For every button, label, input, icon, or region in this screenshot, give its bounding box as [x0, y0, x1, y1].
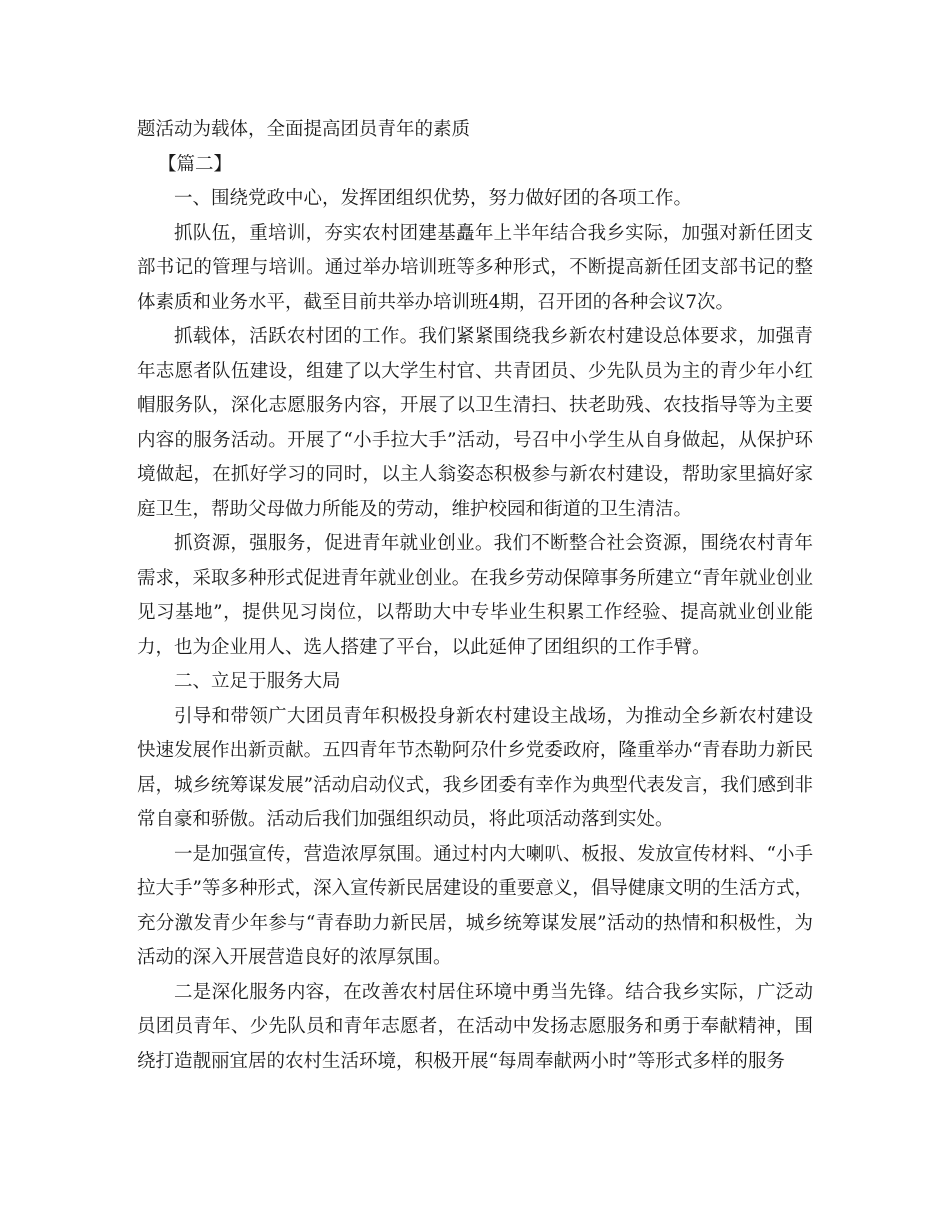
- paragraph-carrier-activities: 抓载体，活跃农村团的工作。我们紧紧围绕我乡新农村建设总体要求，加强青年志愿者队伍建设，组建了以大学生村官、共青团员、少先队员为主的青少年小红帽服务队，深化志愿服务内容，开展了以卫生清扫、扶老助残、农技指导等为主要内容的服务活动。开展了“小手拉大手”活动，号召中小学生从自身做起，从保护环境做起，在抓好学习的同时，以主人翁姿态积极参与新农村建设，帮助家里搞好家庭卫生，帮助父母做力所能及的劳动，维护校园和街道的卫生清洁。: [137, 326, 813, 520]
- paragraph-service-content: 二是深化服务内容，在改善农村居住环境中勇当先锋。结合我乡实际，广泛动员团员青年、少先队员和青年志愿者，在活动中发扬志愿服务和勇于奉献精神，围绕打造靓丽宜居的农村生活环境，积极开展“每周奉献两小时”等形式多样的服务: [137, 981, 813, 1072]
- paragraph-publicity: 一是加强宣传，营造浓厚氛围。通过村内大喇叭、板报、发放宣传材料、“小手拉大手”等多种形式，深入宣传新民居建设的重要意义，倡导健康文明的生活方式，充分激发青少年参与“青春助力新民居，城乡统筹谋发展”活动的热情和积极性，为活动的深入开展营造良好的浓厚氛围。: [137, 843, 813, 968]
- section-heading-part-two: 【篇二】: [158, 153, 233, 175]
- paragraph-team-training: 抓队伍，重培训，夯实农村团建基矗年上半年结合我乡实际，加强对新任团支部书记的管理与培训。通过举办培训班等多种形式，不断提高新任团支部书记的整体素质和业务水平，截至目前共举办培训班4期，召开团的各种会议7次。: [137, 222, 813, 313]
- section-heading-two: 二、立足于服务大局: [174, 671, 341, 692]
- paragraph-new-countryside: 引导和带领广大团员青年积极投身新农村建设主战场，为推动全乡新农村建设快速发展作出新贡献。五四青年节杰勒阿尕什乡党委政府，隆重举办“青春助力新民居，城乡统筹谋发展”活动启动仪式，我乡团委有幸作为典型代表发言，我们感到非常自豪和骄傲。活动后我们加强组织动员，将此项活动落到实处。: [137, 705, 813, 830]
- paragraph-resources-employment: 抓资源，强服务，促进青年就业创业。我们不断整合社会资源，围绕农村青年需求，采取多种形式促进青年就业创业。在我乡劳动保障事务所建立“青年就业创业见习基地”，提供见习岗位，以帮助大中专毕业生积累工作经验、提高就业创业能力，也为企业用人、选人搭建了平台，以此延伸了团组织的工作手臂。: [137, 533, 813, 658]
- paragraph-continuation: 题活动为载体，全面提高团员青年的素质: [137, 119, 471, 140]
- section-heading-one: 一、围绕党政中心，发挥团组织优势，努力做好团的各项工作。: [174, 188, 693, 209]
- document-body: [137, 113, 813, 1079]
